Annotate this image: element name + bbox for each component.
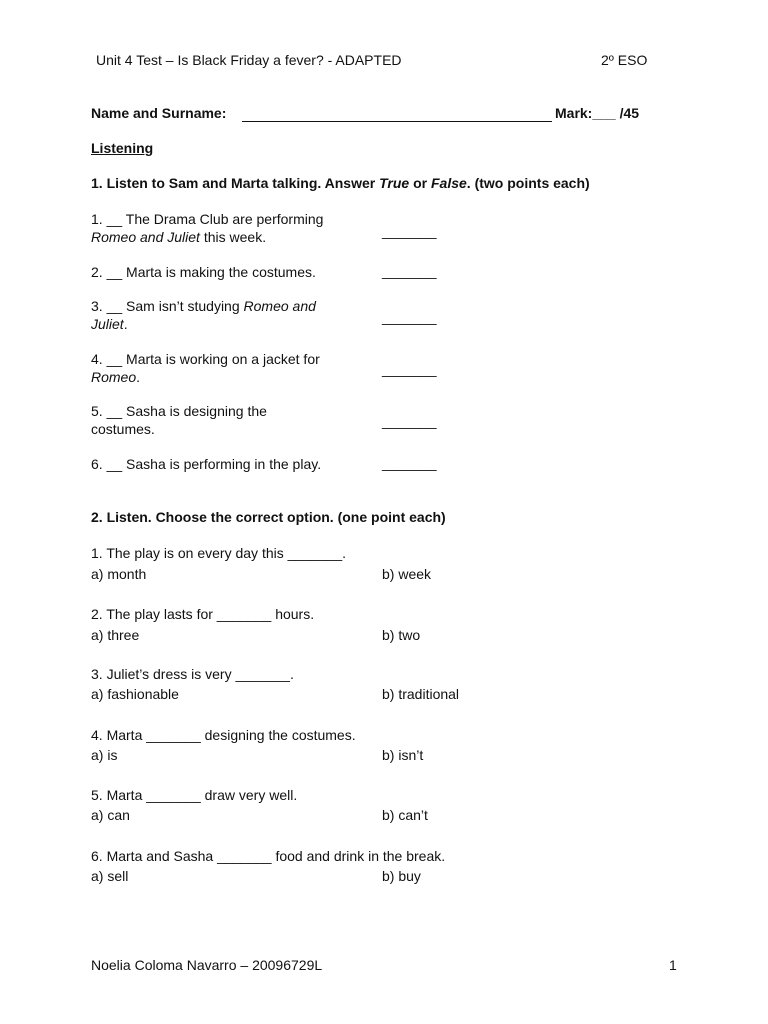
document-title: Unit 4 Test – Is Black Friday a fever? - ADAPTED: [96, 52, 402, 68]
tf-item-2: 2. __ Marta is making the costumes.: [91, 264, 316, 280]
mark-label: Mark:___ /45: [555, 105, 640, 121]
mc-question-4: 4. Marta _______ designing the costumes.: [91, 727, 356, 743]
mc-option-b-1[interactable]: b) week: [382, 566, 432, 582]
mc-question-3: 3. Juliet’s dress is very _______.: [91, 666, 294, 682]
mc-option-b-6[interactable]: b) buy: [382, 868, 421, 884]
mc-question-2: 2. The play lasts for _______ hours.: [91, 606, 315, 622]
name-surname-label: Name and Surname:: [91, 105, 227, 121]
page-number: 1: [669, 957, 677, 973]
tf-item-4: 4. __ Marta is working on a jacket for Romeo.: [91, 351, 320, 385]
section-title-listening: Listening: [91, 140, 154, 156]
tf-answer-blank-3[interactable]: _______: [382, 309, 437, 325]
tf-answer-blank-2[interactable]: _______: [382, 263, 437, 279]
mc-question-1: 1. The play is on every day this _______.: [91, 545, 347, 561]
mc-option-a-4[interactable]: a) is: [91, 747, 118, 763]
name-underline: [242, 121, 552, 122]
mc-option-a-1[interactable]: a) month: [91, 566, 147, 582]
tf-answer-blank-6[interactable]: _______: [382, 455, 437, 471]
tf-answer-blank-1[interactable]: _______: [382, 223, 437, 239]
tf-item-6: 6. __ Sasha is performing in the play.: [91, 456, 322, 472]
exercise1-instruction: 1. Listen to Sam and Marta talking. Answer True or False. (two points each): [91, 175, 590, 191]
tf-answer-blank-5[interactable]: _______: [382, 413, 437, 429]
mc-option-b-5[interactable]: b) can’t: [382, 807, 428, 823]
tf-item-1: 1. __ The Drama Club are performing Romeo and Juliet this week.: [91, 211, 324, 245]
mc-question-6: 6. Marta and Sasha _______ food and drink in the break.: [91, 848, 446, 864]
grade-label: 2º ESO: [601, 52, 648, 68]
mc-option-a-2[interactable]: a) three: [91, 627, 140, 643]
tf-answer-blank-4[interactable]: _______: [382, 361, 437, 377]
mc-option-b-4[interactable]: b) isn’t: [382, 747, 424, 763]
footer-author: Noelia Coloma Navarro – 20096729L: [91, 957, 323, 973]
mc-option-a-5[interactable]: a) can: [91, 807, 130, 823]
tf-item-3: 3. __ Sam isn’t studying Romeo and Juliet.: [91, 298, 316, 332]
mc-option-b-3[interactable]: b) traditional: [382, 686, 460, 702]
exercise2-instruction: 2. Listen. Choose the correct option. (one point each): [91, 509, 446, 525]
mc-option-b-2[interactable]: b) two: [382, 627, 421, 643]
mc-option-a-3[interactable]: a) fashionable: [91, 686, 179, 702]
mc-option-a-6[interactable]: a) sell: [91, 868, 129, 884]
tf-item-5: 5. __ Sasha is designing the costumes.: [91, 403, 267, 437]
mc-question-5: 5. Marta _______ draw very well.: [91, 787, 298, 803]
